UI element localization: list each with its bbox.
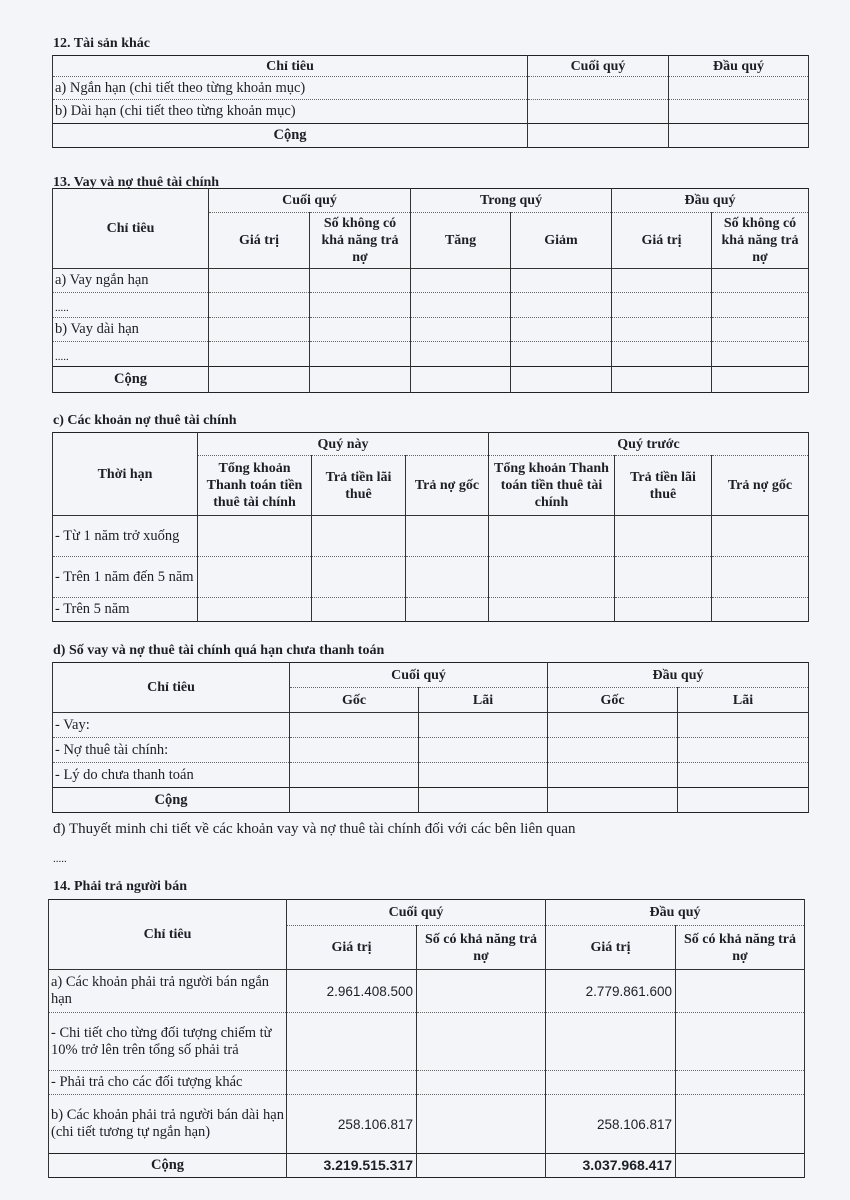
total-dau-quy-gia-tri: 3.037.968.417 xyxy=(546,1154,676,1178)
section-13-title: 13. Vay và nợ thuê tài chính xyxy=(53,175,220,190)
cell-cuoi-quy-gia-tri: 2.961.408.500 xyxy=(287,970,417,1013)
header-so-co-kha-nang-tra-no: Số có khả năng trả nợ xyxy=(417,926,546,970)
header-so-co-kha-nang-tra-no: Số có khả năng trả nợ xyxy=(676,926,805,970)
cell-cuoi-quy-kha-nang xyxy=(417,1071,546,1095)
total-label: Cộng xyxy=(53,124,528,148)
header-lai: Lãi xyxy=(419,688,548,713)
section-14-title: 14. Phải trả người bán xyxy=(53,879,188,894)
header-chi-tieu: Chỉ tiêu xyxy=(53,56,528,77)
table-other-assets xyxy=(52,55,809,148)
header-dau-quy: Đầu quý xyxy=(612,189,809,213)
header-quy-truoc: Quý trước xyxy=(489,433,809,456)
header-chi-tieu: Chỉ tiêu xyxy=(49,900,287,970)
row-label: b) Dài hạn (chi tiết theo từng khoản mục) xyxy=(53,100,528,124)
header-gia-tri: Giá trị xyxy=(209,213,310,269)
row-label: ..... xyxy=(53,342,209,367)
header-thoi-han: Thời hạn xyxy=(53,433,198,516)
total-cuoi-quy-gia-tri: 3.219.515.317 xyxy=(287,1154,417,1178)
total-label: Cộng xyxy=(49,1154,287,1178)
table-row xyxy=(53,763,809,788)
cell-cuoi-quy-gia-tri: 258.106.817 xyxy=(287,1095,417,1154)
cell-dau-quy-kha-nang xyxy=(676,1095,805,1154)
cell-dau-quy-kha-nang xyxy=(676,1013,805,1071)
section-12-title: 12. Tài sản khác xyxy=(53,36,150,51)
table-payables xyxy=(48,899,805,1178)
row-label: - Từ 1 năm trở xuống xyxy=(53,516,198,557)
cell-dau-quy-gia-tri: 2.779.861.600 xyxy=(546,970,676,1013)
cell-dau-quy xyxy=(669,100,809,124)
header-tong-khoan-thanh-toan: Tổng khoản Thanh toán tiền thuê tài chính xyxy=(198,456,312,516)
section-13d-title: d) Số vay và nợ thuê tài chính quá hạn chưa thanh toán xyxy=(53,643,385,658)
total-row xyxy=(53,367,809,393)
cell-dau-quy-gia-tri xyxy=(546,1071,676,1095)
cell-cuoi-quy xyxy=(528,100,669,124)
header-tang: Tăng xyxy=(411,213,511,269)
header-quy-nay: Quý này xyxy=(198,433,489,456)
table-row xyxy=(53,598,809,622)
header-so-khong-co-kha-nang: Số không có khả năng trả nợ xyxy=(712,213,809,269)
header-goc: Gốc xyxy=(290,688,419,713)
table-row xyxy=(53,269,809,293)
table-row xyxy=(53,557,809,598)
total-row xyxy=(53,788,809,813)
total-dau-quy-kha-nang xyxy=(676,1154,805,1178)
header-so-khong-co-kha-nang: Số không có khả năng trả nợ xyxy=(310,213,411,269)
cell-dau-quy xyxy=(669,124,809,148)
row-label: - Lý do chưa thanh toán xyxy=(53,763,290,788)
table-row xyxy=(53,293,809,318)
row-label: - Phải trả cho các đối tượng khác xyxy=(49,1071,287,1095)
cell-cuoi-quy xyxy=(528,124,669,148)
header-cuoi-quy: Cuối quý xyxy=(209,189,411,213)
header-cuoi-quy: Cuối quý xyxy=(290,663,548,688)
header-tra-no-goc: Trả nợ gốc xyxy=(712,456,809,516)
row-label: a) Vay ngắn hạn xyxy=(53,269,209,293)
row-label: - Trên 5 năm xyxy=(53,598,198,622)
row-label: - Vay: xyxy=(53,713,290,738)
header-dau-quy: Đầu quý xyxy=(669,56,809,77)
table-overdue-loans xyxy=(52,662,809,813)
section-13dd-placeholder: ..... xyxy=(53,853,67,865)
table-row xyxy=(53,77,809,100)
cell-cuoi-quy-gia-tri xyxy=(287,1071,417,1095)
header-trong-quy: Trong quý xyxy=(411,189,612,213)
header-gia-tri: Giá trị xyxy=(546,926,676,970)
row-label: a) Các khoản phải trả người bán ngắn hạn xyxy=(49,970,287,1013)
cell-dau-quy-kha-nang xyxy=(676,970,805,1013)
table-row xyxy=(49,1095,805,1154)
row-label: ..... xyxy=(53,293,209,318)
table-row xyxy=(49,1013,805,1071)
total-cuoi-quy-kha-nang xyxy=(417,1154,546,1178)
cell-cuoi-quy-kha-nang xyxy=(417,1013,546,1071)
cell-dau-quy-gia-tri xyxy=(546,1013,676,1071)
header-dau-quy: Đầu quý xyxy=(546,900,805,926)
header-tra-tien-lai-thue: Trả tiền lãi thuê xyxy=(615,456,712,516)
table-row xyxy=(53,318,809,342)
header-tra-no-goc: Trả nợ gốc xyxy=(406,456,489,516)
header-lai: Lãi xyxy=(678,688,809,713)
total-row xyxy=(49,1154,805,1178)
cell-cuoi-quy xyxy=(528,77,669,100)
header-tra-tien-lai-thue: Trả tiền lãi thuê xyxy=(312,456,406,516)
table-row xyxy=(49,970,805,1013)
table-row xyxy=(53,713,809,738)
header-gia-tri: Giá trị xyxy=(287,926,417,970)
section-13dd-title: đ) Thuyết minh chi tiết về các khoản vay và nợ thuê tài chính đối với các bên liên quan xyxy=(53,821,576,837)
cell-dau-quy-kha-nang xyxy=(676,1071,805,1095)
header-cuoi-quy: Cuối quý xyxy=(528,56,669,77)
header-gia-tri: Giá trị xyxy=(612,213,712,269)
header-cuoi-quy: Cuối quý xyxy=(287,900,546,926)
table-row xyxy=(49,1071,805,1095)
table-row xyxy=(53,516,809,557)
row-label: - Trên 1 năm đến 5 năm xyxy=(53,557,198,598)
table-loans xyxy=(52,188,809,393)
total-row xyxy=(53,124,809,148)
row-label: b) Vay dài hạn xyxy=(53,318,209,342)
cell-cuoi-quy-kha-nang xyxy=(417,1095,546,1154)
header-goc: Gốc xyxy=(548,688,678,713)
header-giam: Giảm xyxy=(511,213,612,269)
total-label: Cộng xyxy=(53,788,290,813)
row-label: b) Các khoản phải trả người bán dài hạn (chi tiết tương tự ngắn hạn) xyxy=(49,1095,287,1154)
header-chi-tieu: Chỉ tiêu xyxy=(53,663,290,713)
header-chi-tieu: Chỉ tiêu xyxy=(53,189,209,269)
row-label: - Nợ thuê tài chính: xyxy=(53,738,290,763)
table-row xyxy=(53,100,809,124)
row-label: - Chi tiết cho từng đối tượng chiếm từ 10% trở lên trên tổng số phải trả xyxy=(49,1013,287,1071)
cell-dau-quy xyxy=(669,77,809,100)
row-label: a) Ngắn hạn (chi tiết theo từng khoản mục) xyxy=(53,77,528,100)
cell-dau-quy-gia-tri: 258.106.817 xyxy=(546,1095,676,1154)
header-dau-quy: Đầu quý xyxy=(548,663,809,688)
table-finance-lease xyxy=(52,432,809,622)
cell-cuoi-quy-kha-nang xyxy=(417,970,546,1013)
total-label: Cộng xyxy=(53,367,209,393)
header-tong-khoan-thanh-toan: Tổng khoản Thanh toán tiền thuê tài chính xyxy=(489,456,615,516)
section-13c-title: c) Các khoản nợ thuê tài chính xyxy=(53,413,237,428)
table-row xyxy=(53,738,809,763)
table-row xyxy=(53,342,809,367)
cell-cuoi-quy-gia-tri xyxy=(287,1013,417,1071)
